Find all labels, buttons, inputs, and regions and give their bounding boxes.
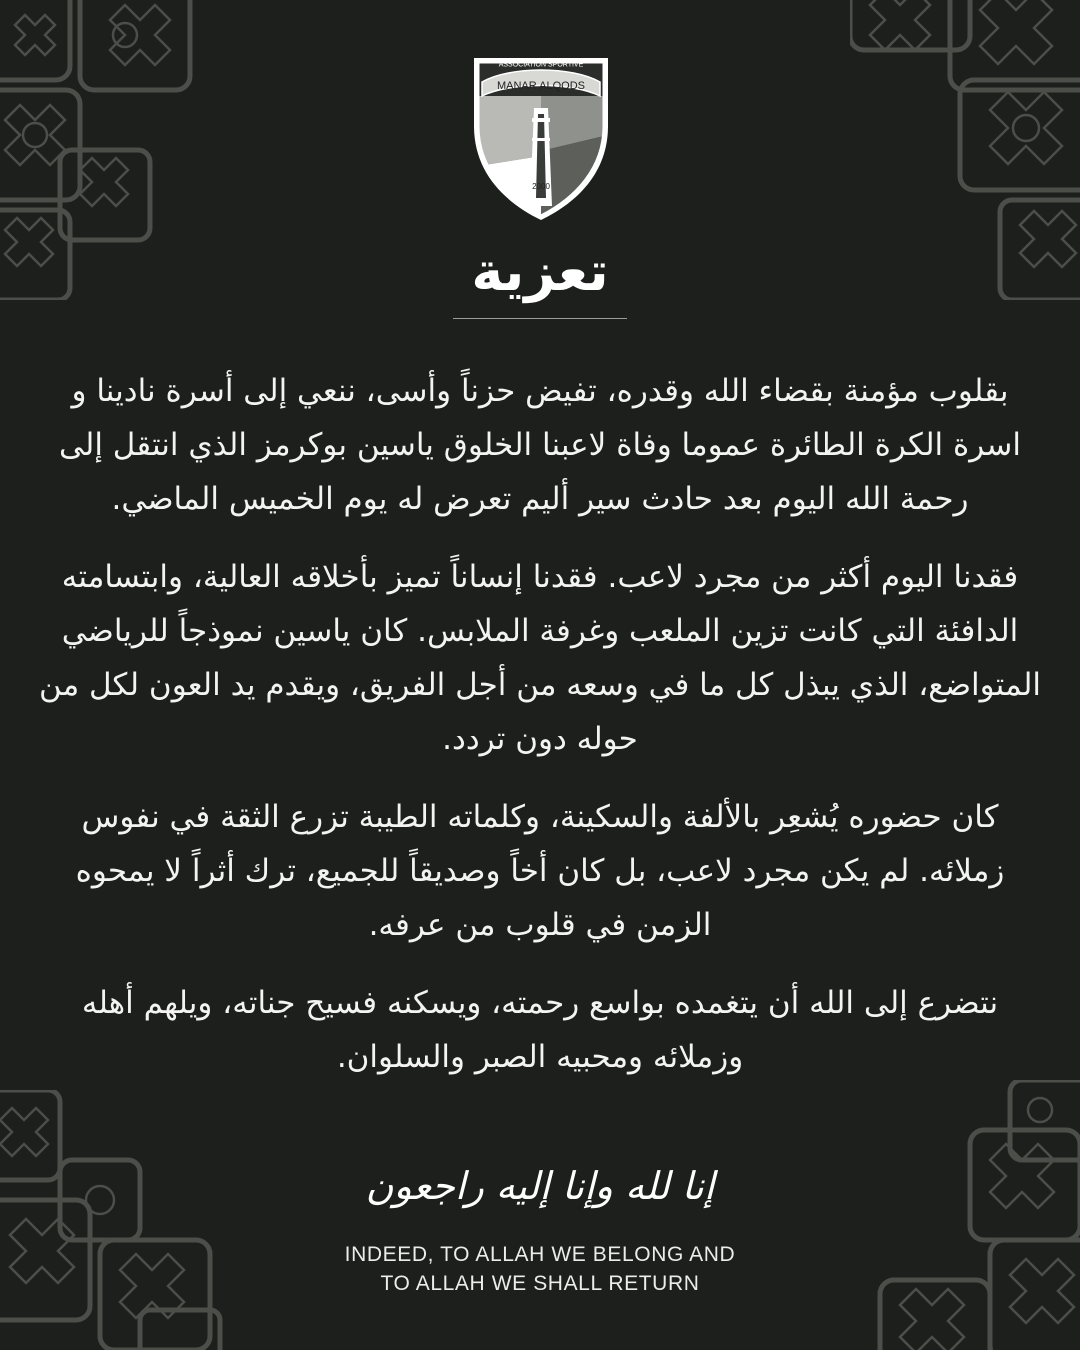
crest-club-name: MANAR ALQODS xyxy=(496,80,586,92)
translation-line-1: INDEED, TO ALLAH WE BELONG AND xyxy=(344,1243,736,1266)
message-paragraph: كان حضوره يُشعِر بالألفة والسكينة، وكلماته الطيبة تزرع الثقة في نفوس زملائه. لم يكن مجرد لاعب، بل كان أخاً وصديقاً للجميع، ترك أثراً لا يمحوه الزمن في قلوب من عرفه. xyxy=(75,799,1005,943)
club-crest xyxy=(470,56,612,222)
quran-verse-calligraphy: إنا لله وإنا إليه راجعون xyxy=(365,1164,715,1208)
translation-line-2: TO ALLAH WE SHALL RETURN xyxy=(380,1272,700,1295)
condolence-message xyxy=(38,364,1042,1108)
message-paragraph: نتضرع إلى الله أن يتغمده بواسع رحمته، ويسكنه فسيح جناته، ويلهم أهله وزملائه ومحبيه الصبر والسلوان. xyxy=(81,985,999,1075)
message-paragraph: بقلوب مؤمنة بقضاء الله وقدره، تفيض حزناً وأسى، ننعي إلى أسرة نادينا و اسرة الكرة الطائرة عموما وفاة لاعبنا الخلوق ياسين بوكرمز الذي انتقل إلى رحمة الله اليوم بعد حادث سير أليم تعرض له يوم الخميس الماضي. xyxy=(59,373,1021,517)
shield-crest-icon xyxy=(470,56,612,222)
title-divider xyxy=(453,318,627,319)
verse-translation xyxy=(0,1240,1080,1298)
page-title: تعزية xyxy=(471,240,609,303)
crest-year: 2000 xyxy=(532,182,550,191)
message-paragraph: فقدنا اليوم أكثر من مجرد لاعب. فقدنا إنساناً تميز بأخلاقه العالية، وابتسامته الدافئة التي كانت تزين الملعب وغرفة الملابس. كان ياسين نموذجاً للرياضي المتواضع، الذي يبذل كل ما في وسعه من أجل الفريق، ويقدم يد العون لكل من حوله دون تردد. xyxy=(38,559,1042,757)
crest-top-text: ASSOCIATION SPORTIVE xyxy=(498,61,584,69)
